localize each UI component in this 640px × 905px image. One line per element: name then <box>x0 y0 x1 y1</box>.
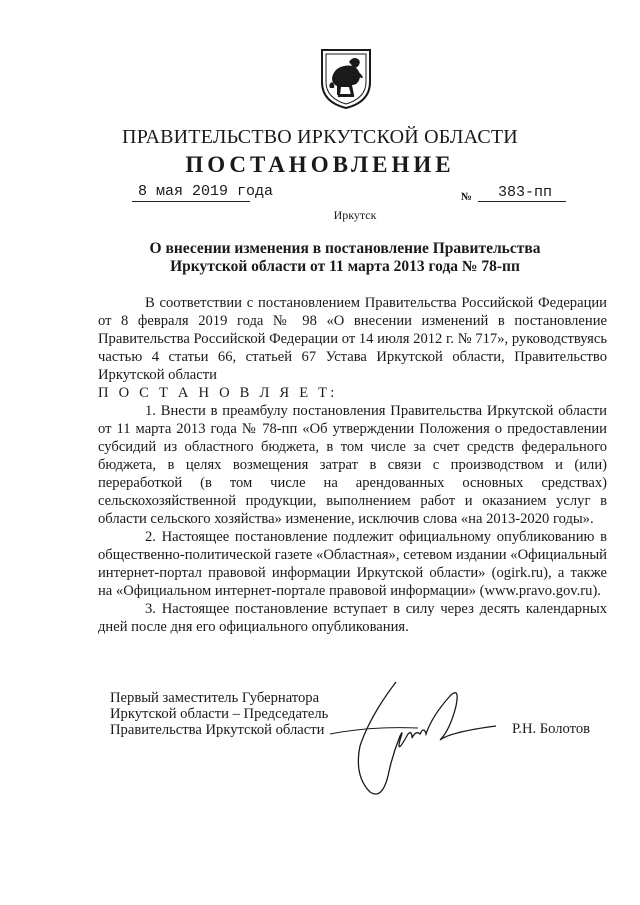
position-line-1: Первый заместитель Губернатора <box>110 690 320 706</box>
item-1-paragraph: 1. Внести в преамбулу постановления Правительства Иркутской области от 11 марта 2013 года № 78-пп «Об утверждении Положения о предоставлении субсидий из областного бюджета, в том числе за счет средств федерального бюджета, в целях возмещения затрат в связи с производством и (или) переработкой (в том числе на арендованных основных средствах) сельскохозяйственной продукции, выполнением работ и оказанием услуг в области сельского хозяйства» изменение, исключив слова «на 2013-2020 годы». <box>98 403 607 527</box>
item-3-paragraph: 3. Настоящее постановление вступает в силу через десять календарных дней после дня его официального опубликования. <box>98 601 607 635</box>
document-number: 383-пп <box>498 184 553 201</box>
signatory-position <box>110 690 328 738</box>
signatory-name: Р.Н. Болотов <box>512 721 591 737</box>
handwritten-signature <box>300 676 500 806</box>
document-date: 8 мая 2019 года <box>138 183 274 200</box>
position-line-2: Иркутской области – Председатель <box>110 706 329 722</box>
document-type: ПОСТАНОВЛЕНИЕ <box>185 152 455 177</box>
resolves-line: П О С Т А Н О В Л Я Е Т: <box>98 385 338 401</box>
document-body <box>98 294 607 636</box>
date-underline <box>132 201 250 202</box>
position-line-3: Правительства Иркутской области <box>110 722 325 738</box>
city-label: Иркутск <box>333 208 377 222</box>
number-label: № <box>461 191 473 203</box>
document-heading: О внесении изменения в постановление Правительства Иркутской области от 11 марта 2013 года № 78-пп <box>149 240 541 275</box>
preamble-paragraph: В соответствии с постановлением Правительства Российской Федерации от 8 февраля 2019 года № 98 «О внесении изменений в постановление Правительства Российской Федерации от 14 июля 2012 г. № 717», руководствуясь частью 4 статьи 66, статьей 67 Устава Иркутской области, Правительство Иркутской области <box>98 295 607 383</box>
coat-of-arms-icon <box>318 42 374 110</box>
government-title: ПРАВИТЕЛЬСТВО ИРКУТСКОЙ ОБЛАСТИ <box>122 126 518 148</box>
number-underline <box>478 201 566 202</box>
item-2-paragraph: 2. Настоящее постановление подлежит официальному опубликованию в общественно-политической газете «Областная», сетевом издании «Официальный интернет-портал правовой информации Иркутской области» (ogirk.ru), а также на «Официальном интернет-портале правовой информации» (www.pravo.gov.ru). <box>98 529 607 599</box>
